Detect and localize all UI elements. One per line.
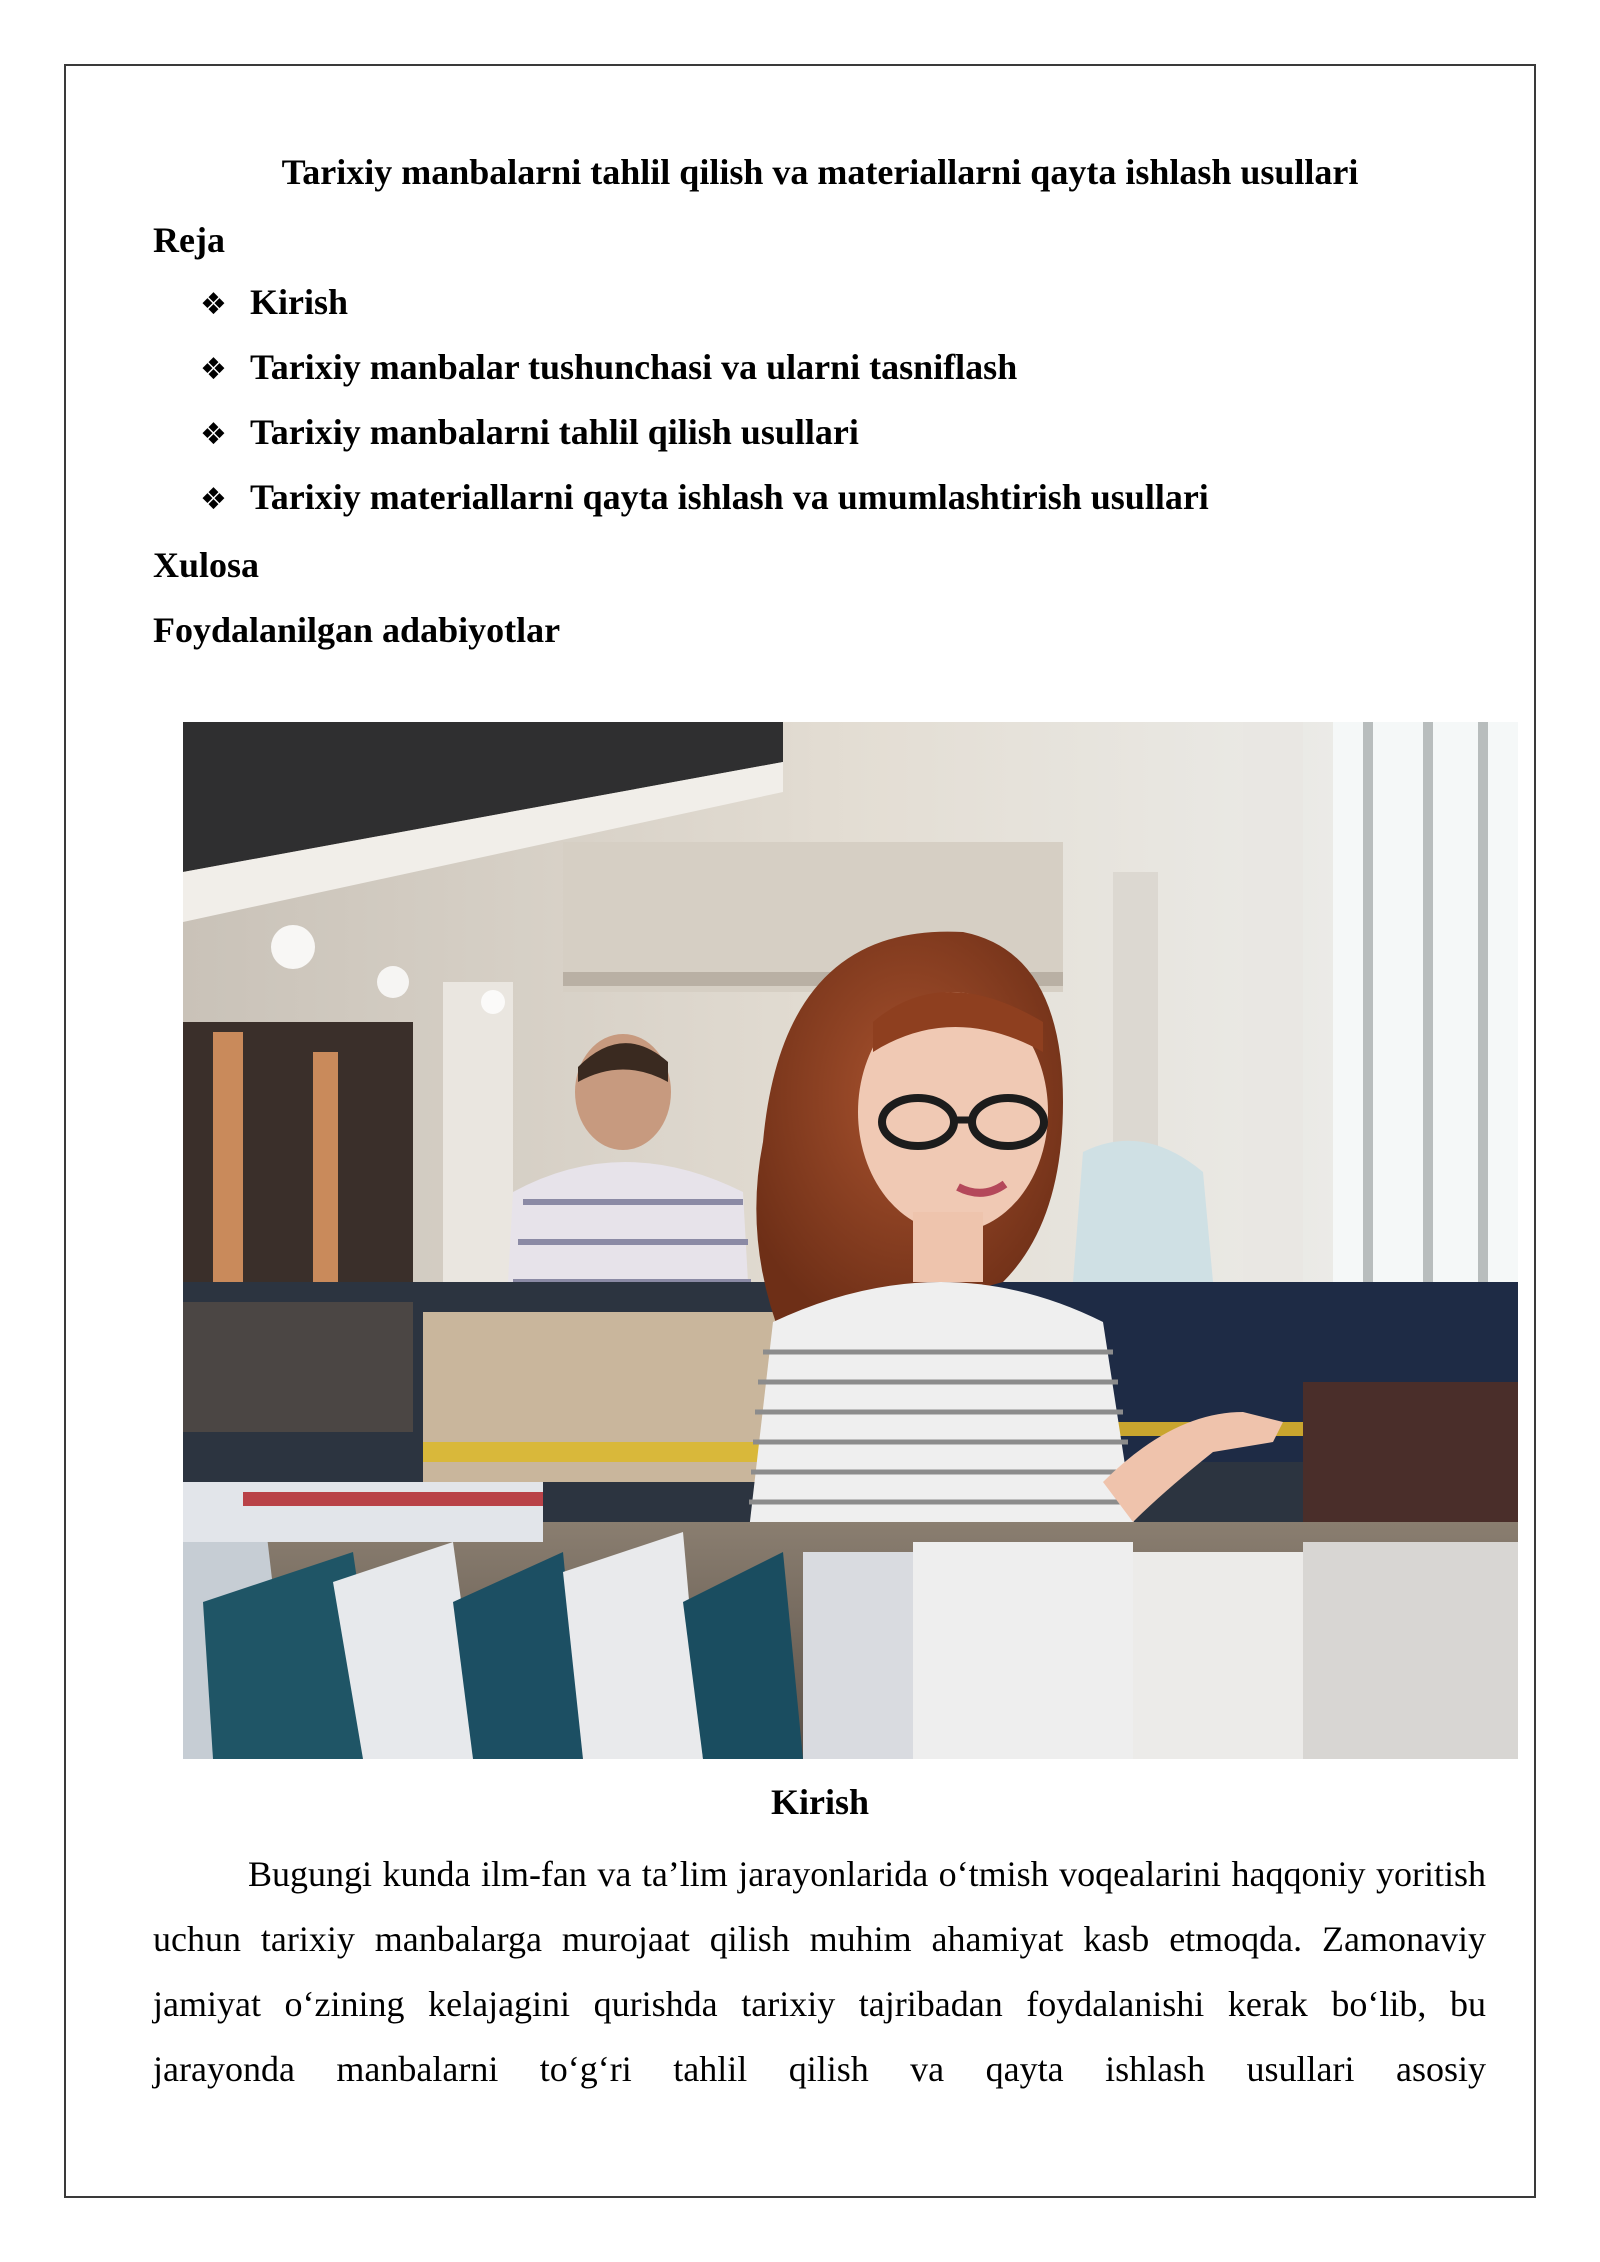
library-photo bbox=[183, 722, 1518, 1759]
plan-heading: Reja bbox=[153, 220, 225, 260]
plan-item bbox=[200, 345, 1209, 410]
plan-item bbox=[200, 410, 1209, 475]
diamond-bullet-icon: ❖ bbox=[200, 352, 227, 387]
section-title: Kirish bbox=[770, 1782, 869, 1822]
plan-item bbox=[200, 280, 1209, 345]
plan-item-label: Tarixiy manbalar tushunchasi va ularni tasniflash bbox=[250, 347, 1018, 387]
diamond-bullet-icon: ❖ bbox=[200, 482, 227, 517]
diamond-bullet-icon: ❖ bbox=[200, 287, 227, 322]
references-heading: Foydalanilgan adabiyotlar bbox=[153, 610, 561, 650]
plan-item-label: Kirish bbox=[250, 282, 349, 322]
library-photo-icon bbox=[183, 722, 1518, 1759]
diamond-bullet-icon: ❖ bbox=[200, 417, 227, 452]
plan-item-label: Tarixiy manbalarni tahlil qilish usullari bbox=[250, 412, 859, 452]
document-title: Tarixiy manbalarni tahlil qilish va materiallarni qayta ishlash usullari bbox=[281, 152, 1359, 192]
plan-item bbox=[200, 475, 1209, 540]
plan-list bbox=[200, 280, 1209, 540]
conclusion-heading: Xulosa bbox=[153, 545, 260, 585]
body-paragraph: Bugungi kunda ilm-fan va ta’lim jarayonlarida o‘tmish voqealarini haqqoniy yoritish uchun tarixiy manbalarga murojaat qilish muhim ahamiyat kasb etmoqda. Zamonaviy jamiyat o‘zining kelajagini qurishda tarixiy tajribadan foydalanishi kerak bo‘lib, bu jarayonda manbalarni to‘g‘ri tahlil qilish va qayta ishlash usullari asosiy bbox=[153, 1854, 1486, 2089]
plan-item-label: Tarixiy materiallarni qayta ishlash va umumlashtirish usullari bbox=[250, 477, 1209, 517]
